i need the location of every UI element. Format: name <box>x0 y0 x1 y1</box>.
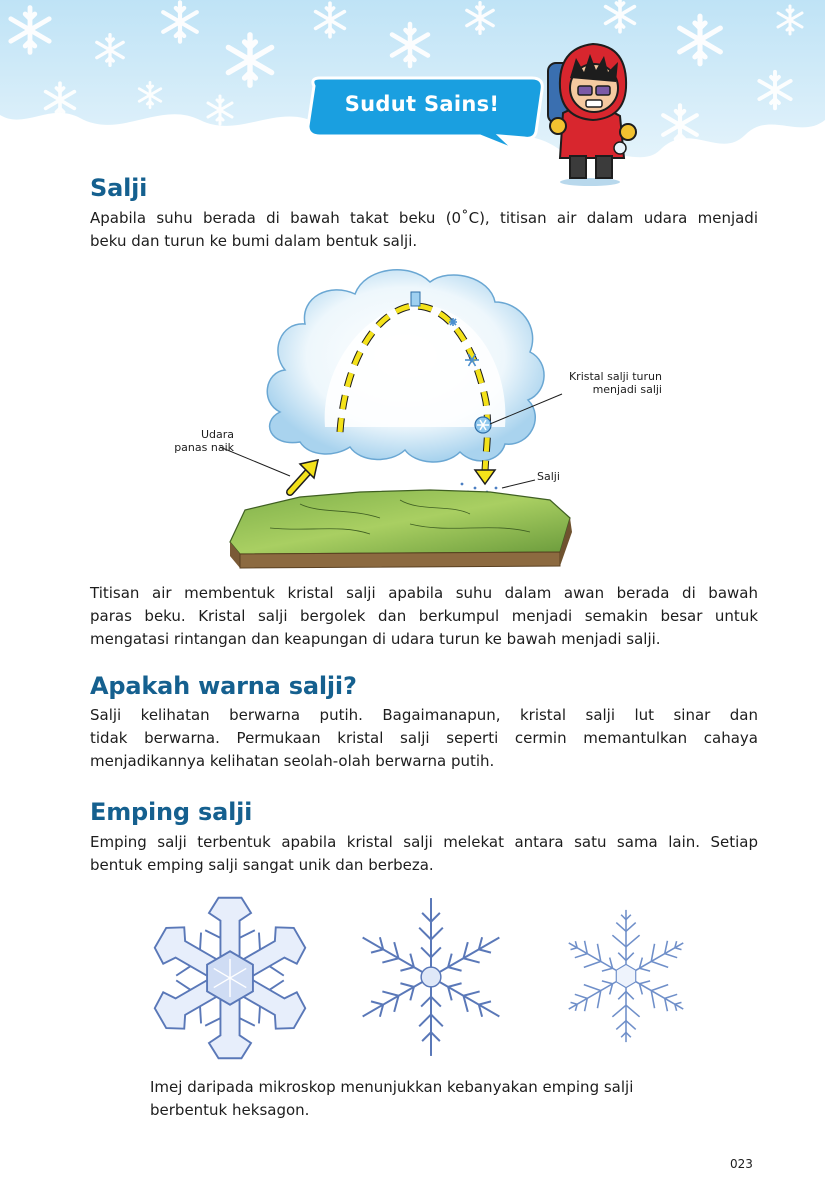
warm-air-arrow <box>290 460 318 492</box>
snow-formation-diagram <box>150 252 580 572</box>
text-line: Emping salji terbentuk apabila kristal salji melekat antara satu sama lain. Setiap <box>90 833 758 851</box>
snowflake-image-1 <box>142 892 318 1064</box>
label-snow: Salji <box>537 470 560 483</box>
falling-crystal <box>475 417 491 433</box>
text-line: bentuk emping salji sangat unik dan berbeza. <box>90 856 434 874</box>
salji-explanation <box>90 582 758 651</box>
text-line: beku dan turun ke bumi dalam bentuk salji. <box>90 232 418 250</box>
text-line: Salji kelihatan berwarna putih. Bagaimanapun, kristal salji lut sinar dan <box>90 706 758 724</box>
label-crystal <box>562 370 662 396</box>
text-line: Imej daripada mikroskop menunjukkan kebanyakan emping salji <box>150 1078 634 1096</box>
text-line: mengatasi rintangan dan keapungan di udara turun ke bawah menjadi salji. <box>90 630 661 648</box>
snowflake-caption <box>150 1076 710 1122</box>
label-line: menjadi salji <box>592 383 662 396</box>
page-number: 023 <box>730 1157 753 1171</box>
text-line: menjadikannya kelihatan seolah-olah berwarna putih. <box>90 752 495 770</box>
snowflake-image-2 <box>357 892 505 1062</box>
text-line: paras beku. Kristal salji bergolek dan berkumpul menjadi semakin besar untuk <box>90 607 758 625</box>
label-line: Udara <box>200 428 234 441</box>
text-line: berbentuk heksagon. <box>150 1101 310 1119</box>
mascot-character <box>528 28 653 186</box>
heading-warna: Apakah warna salji? <box>90 672 357 700</box>
text-line: Apabila suhu berada di bawah takat beku (0˚C), titisan air dalam udara menjadi <box>90 209 758 227</box>
banner-title: Sudut Sains! <box>344 92 500 116</box>
text-line: Titisan air membentuk kristal salji apabila suhu dalam awan berada di bawah <box>90 584 758 602</box>
label-line: Kristal salji turun <box>568 370 662 383</box>
salji-intro <box>90 207 758 253</box>
text-line: tidak berwarna. Permukaan kristal salji seperti cermin memantulkan cahaya <box>90 729 758 747</box>
land-block <box>230 490 572 568</box>
snowflake-image-3 <box>553 906 699 1046</box>
emping-paragraph <box>90 831 758 877</box>
heading-emping: Emping salji <box>90 798 253 826</box>
label-warm-air <box>164 428 234 454</box>
warna-paragraph <box>90 704 758 773</box>
heading-salji: Salji <box>90 174 148 202</box>
label-line: panas naik <box>174 441 234 454</box>
